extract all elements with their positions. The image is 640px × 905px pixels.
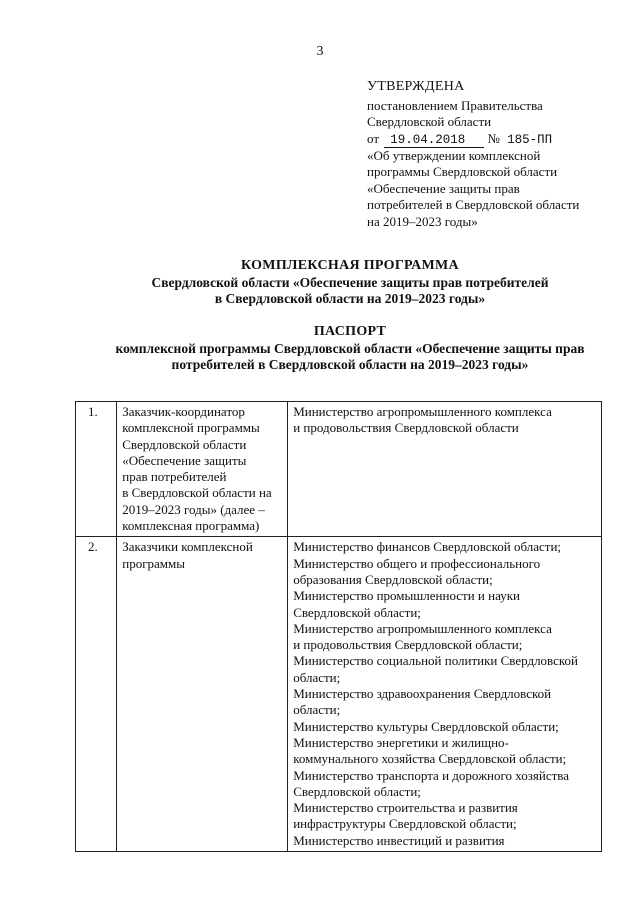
approval-line-1: постановлением Правительства (367, 97, 543, 113)
customer-item: Министерство здравоохранения Свердловской (293, 686, 552, 702)
row-value (288, 402, 602, 537)
customer-item: Министерство инвестиций и развития (293, 832, 505, 848)
row1-label-line: Свердловской области (122, 436, 247, 452)
row-number: 2. (76, 537, 117, 852)
approval-stamp (367, 79, 617, 230)
number-sign: № (487, 130, 500, 146)
customer-item: Министерство промышленности и науки (293, 588, 520, 604)
row1-label-line: комплексная программа) (122, 518, 260, 534)
passport-title-line-2: комплексной программы Свердловской области «Обеспечение защиты прав (115, 340, 585, 356)
approval-date: 19.04.2018 (384, 133, 484, 148)
date-prefix: от (367, 130, 380, 146)
passport-title (80, 324, 620, 374)
row1-value-line: Министерство агропромышленного комплекса (293, 404, 552, 419)
customer-item: области; (293, 669, 341, 685)
row-value (288, 537, 602, 852)
row1-label-line: 2019–2023 годы» (далее – (122, 501, 265, 517)
passport-title-line-3: потребителей в Свердловской области на 2019–2023 годы» (171, 357, 529, 372)
approval-subject-5: на 2019–2023 годы» (367, 213, 478, 229)
row1-label-line: прав потребителей (122, 469, 227, 485)
row2-label-line: Заказчики комплексной (122, 539, 253, 555)
approval-subject-2: программы Свердловской области (367, 164, 558, 179)
row-label (117, 402, 288, 537)
row2-label-line: программы (122, 555, 185, 571)
customer-item: области; (293, 702, 341, 718)
program-title (80, 258, 620, 308)
approval-subject-1: «Об утверждении комплексной (367, 147, 541, 163)
customer-item: Министерство строительства и развития (293, 800, 518, 816)
approval-subject-3: «Обеспечение защиты прав (367, 180, 520, 196)
approval-line-2: Свердловской области (367, 114, 492, 129)
table-row (76, 537, 602, 852)
row1-value-line: и продовольствия Свердловской области (293, 420, 519, 436)
row1-label-line: Заказчик-координатор (122, 404, 245, 419)
approval-subject-4: потребителей в Свердловской области (367, 197, 580, 212)
passport-table (75, 401, 602, 852)
row1-label-line: комплексной программы (122, 420, 260, 436)
table-row (76, 402, 602, 537)
program-title-line-3: в Свердловской области на 2019–2023 годы» (214, 291, 486, 306)
passport-title-line-1: ПАСПОРТ (313, 324, 387, 339)
page-number: 3 (316, 44, 324, 59)
customer-item: Министерство социальной политики Свердловской (293, 653, 579, 669)
customer-item: Министерство финансов Свердловской области; (293, 539, 562, 555)
customer-item: Министерство культуры Свердловской области; (293, 718, 559, 734)
customer-item: Министерство агропромышленного комплекса (293, 620, 552, 636)
row-label (117, 537, 288, 852)
row-number: 1. (76, 402, 117, 537)
approval-heading: УТВЕРЖДЕНА (367, 79, 465, 94)
customer-item: инфраструктуры Свердловской области; (293, 816, 517, 832)
row1-label-line: «Обеспечение защиты (122, 452, 247, 468)
program-title-line-1: КОМПЛЕКСНАЯ ПРОГРАММА (241, 258, 459, 273)
customer-item: коммунального хозяйства Свердловской области; (293, 751, 567, 767)
customer-item: образования Свердловской области; (293, 571, 493, 587)
customer-item: Министерство общего и профессионального (293, 555, 541, 571)
customer-item: и продовольствия Свердловской области; (293, 637, 523, 653)
program-title-line-2: Свердловской области «Обеспечение защиты прав потребителей (151, 274, 549, 290)
approval-number: 185-ПП (507, 132, 553, 147)
customer-item: Свердловской области; (293, 604, 421, 620)
customer-item: Министерство энергетики и жилищно- (293, 734, 509, 750)
approval-date-line (367, 131, 617, 148)
customer-item: Свердловской области; (293, 783, 421, 799)
customer-item: Министерство транспорта и дорожного хозяйства (293, 767, 570, 783)
row1-label-line: в Свердловской области на (122, 485, 272, 501)
